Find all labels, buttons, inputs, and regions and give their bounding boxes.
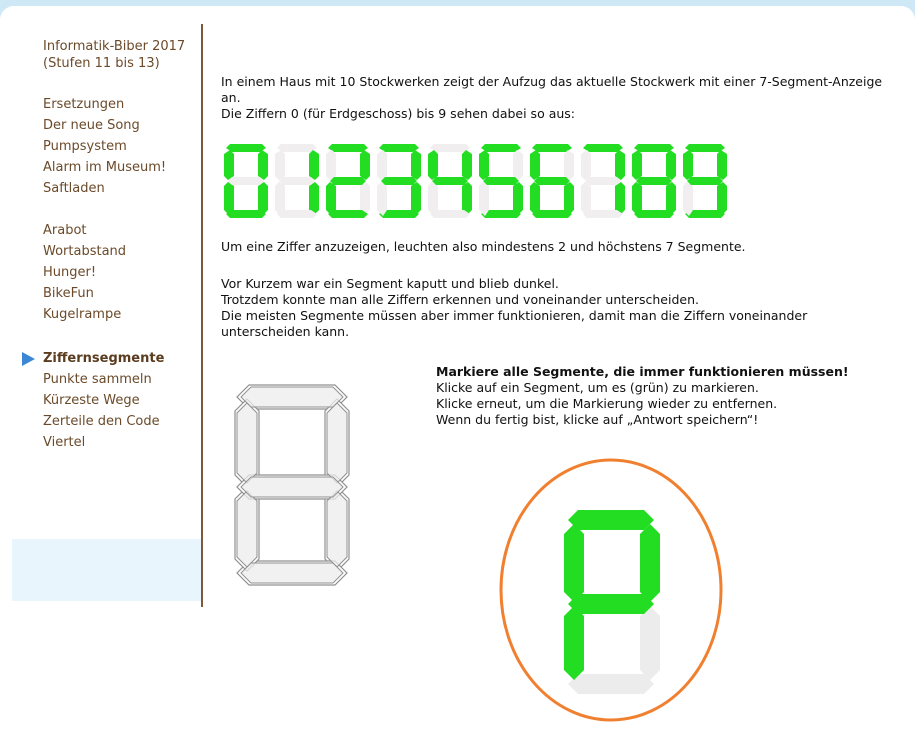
nav-item-punkte-sammeln[interactable]: Punkte sammeln bbox=[43, 372, 152, 387]
sidebar-footer-band bbox=[12, 539, 201, 601]
digit-4-segment-g bbox=[432, 177, 468, 185]
broken-line-3: Die meisten Segmente müssen aber immer funktionieren, damit man die Ziffern voneinander bbox=[221, 308, 808, 323]
nav-item-bikefun[interactable]: BikeFun bbox=[43, 286, 94, 301]
broken-line-1: Vor Kurzem war ein Segment kaputt und blieb dunkel. bbox=[221, 276, 559, 291]
nav-item-pumpsystem[interactable]: Pumpsystem bbox=[43, 139, 127, 154]
digit-3-segment-e bbox=[377, 182, 387, 216]
nav-item-kugelrampe[interactable]: Kugelrampe bbox=[43, 307, 122, 322]
current-task-arrow-icon bbox=[22, 352, 35, 366]
digit-6-segment-a bbox=[532, 144, 572, 152]
digit-2-segment-f bbox=[326, 150, 336, 180]
nav-group-3 bbox=[43, 348, 164, 453]
answer-area bbox=[498, 456, 726, 726]
contest-title-line2: (Stufen 11 bis 13) bbox=[43, 56, 160, 71]
digit-0-segment-b bbox=[258, 150, 268, 180]
instructions-line-3: Wenn du fertig bist, klicke auf „Antwort speichern“! bbox=[436, 412, 759, 427]
broken-line-3b: unterscheiden kann. bbox=[221, 324, 350, 339]
digit-5-segment-g bbox=[483, 177, 519, 185]
digit-9-segment-b bbox=[717, 150, 727, 180]
digit-3-segment-b bbox=[411, 150, 421, 180]
instructions bbox=[436, 364, 896, 428]
sidebar-spacer bbox=[0, 601, 201, 756]
digit-4-segment-e bbox=[428, 182, 438, 216]
answer-segment-g[interactable] bbox=[568, 594, 654, 614]
digit-1-segment-e bbox=[275, 182, 285, 216]
digit-9-segment-f bbox=[683, 150, 693, 180]
digit-1-segment-b bbox=[309, 150, 319, 180]
nav-group-1 bbox=[43, 94, 166, 199]
nav-item-der-neue-song[interactable]: Der neue Song bbox=[43, 118, 140, 133]
nav-group-2 bbox=[43, 220, 126, 325]
ref-fill-d bbox=[241, 563, 343, 583]
digit-3-segment-f bbox=[377, 150, 387, 180]
nav-item-ziffernsegmente-label: Ziffernsegmente bbox=[43, 351, 165, 366]
digit-6-segment-e bbox=[530, 182, 540, 216]
digit-1-segment-g bbox=[279, 177, 315, 185]
digit-8 bbox=[632, 144, 676, 218]
digit-5-segment-f bbox=[479, 150, 489, 180]
nav-item-ziffernsegmente[interactable] bbox=[43, 348, 164, 369]
ref-fill-b bbox=[327, 403, 347, 483]
intro-line-1b: an. bbox=[221, 90, 241, 105]
digit-3-segment-a bbox=[379, 144, 419, 152]
nav-item-wortabstand[interactable]: Wortabstand bbox=[43, 244, 127, 259]
digit-2-segment-e bbox=[326, 182, 336, 216]
nav-item-saftladen[interactable]: Saftladen bbox=[43, 181, 105, 196]
answer-segment-d[interactable] bbox=[568, 674, 654, 694]
segments-note: Um eine Ziffer anzuzeigen, leuchten also mindestens 2 und höchstens 7 Segmente. bbox=[221, 239, 746, 254]
contest-title bbox=[43, 38, 185, 72]
digit-5-segment-e bbox=[479, 182, 489, 216]
intro-line-1: In einem Haus mit 10 Stockwerken zeigt der Aufzug das aktuelle Stockwerk mit einer 7-Segment-Anzeige bbox=[221, 74, 883, 89]
nav-item-alarm-im-museum[interactable]: Alarm im Museum! bbox=[43, 160, 167, 175]
digit-2-segment-b bbox=[360, 150, 370, 180]
instructions-line-1: Klicke auf ein Segment, um es (grün) zu markieren. bbox=[436, 380, 759, 395]
digit-5 bbox=[479, 144, 523, 218]
intro-text bbox=[221, 74, 891, 122]
ref-fill-f bbox=[237, 403, 257, 483]
page bbox=[0, 6, 915, 756]
ref-fill-a bbox=[241, 387, 343, 407]
digit-8-segment-f bbox=[632, 150, 642, 180]
digit-9-segment-g bbox=[687, 177, 723, 185]
instructions-heading: Markiere alle Segmente, die immer funktionieren müssen! bbox=[436, 364, 849, 379]
answer-segment-e[interactable] bbox=[564, 606, 584, 680]
digit-6-segment-g bbox=[534, 177, 570, 185]
nav-item-zerteile-den-code[interactable]: Zerteile den Code bbox=[43, 414, 160, 429]
digit-7-segment-a bbox=[583, 144, 623, 152]
digit-0-segment-f bbox=[224, 150, 234, 180]
digit-5-segment-a bbox=[481, 144, 521, 152]
digit-9-segment-e bbox=[683, 182, 693, 216]
digit-7-segment-e bbox=[581, 182, 591, 216]
digit-7-segment-b bbox=[615, 150, 625, 180]
digit-5-segment-b bbox=[513, 150, 523, 180]
digit-8-segment-a bbox=[634, 144, 674, 152]
digit-6-segment-b bbox=[564, 150, 574, 180]
digit-2-segment-g bbox=[330, 177, 366, 185]
nav-item-arabot[interactable]: Arabot bbox=[43, 223, 87, 238]
digit-2-segment-a bbox=[328, 144, 368, 152]
digit-9 bbox=[683, 144, 727, 218]
broken-line-2: Trotzdem konnte man alle Ziffern erkennen und voneinander unterscheiden. bbox=[221, 292, 699, 307]
digit-1 bbox=[275, 144, 319, 218]
digit-4-segment-b bbox=[462, 150, 472, 180]
digit-0 bbox=[224, 144, 268, 218]
broken-segment-text bbox=[221, 276, 891, 340]
digit-4 bbox=[428, 144, 472, 218]
digit-2 bbox=[326, 144, 370, 218]
answer-segment-a[interactable] bbox=[568, 510, 654, 530]
digit-7-segment-f bbox=[581, 150, 591, 180]
digit-0-segment-e bbox=[224, 182, 234, 216]
digit-6 bbox=[530, 144, 574, 218]
ref-fill-g bbox=[241, 477, 343, 497]
intro-line-2: Die Ziffern 0 (für Erdgeschoss) bis 9 sehen dabei so aus: bbox=[221, 106, 575, 121]
digit-8-segment-e bbox=[632, 182, 642, 216]
digit-8-segment-g bbox=[636, 177, 672, 185]
digit-7-segment-g bbox=[585, 177, 621, 185]
ref-fill-e bbox=[237, 491, 257, 567]
digit-3 bbox=[377, 144, 421, 218]
answer-segment-c[interactable] bbox=[640, 606, 660, 680]
nav-item-kuerzeste-wege[interactable]: Kürzeste Wege bbox=[43, 393, 140, 408]
digit-1-segment-f bbox=[275, 150, 285, 180]
nav-item-viertel[interactable]: Viertel bbox=[43, 435, 86, 450]
digit-3-segment-g bbox=[381, 177, 417, 185]
digit-4-segment-a bbox=[430, 144, 470, 152]
ref-fill-c bbox=[327, 491, 347, 567]
digit-row bbox=[220, 142, 730, 224]
digit-4-segment-f bbox=[428, 150, 438, 180]
answer-segment-b[interactable] bbox=[640, 524, 660, 602]
answer-segment-f[interactable] bbox=[564, 524, 584, 602]
nav-item-hunger[interactable]: Hunger! bbox=[43, 265, 97, 280]
digit-9-segment-a bbox=[685, 144, 725, 152]
digit-7 bbox=[581, 144, 625, 218]
instructions-line-2: Klicke erneut, um die Markierung wieder zu entfernen. bbox=[436, 396, 778, 411]
sidebar-divider bbox=[201, 24, 203, 607]
digit-1-segment-a bbox=[277, 144, 317, 152]
digit-6-segment-f bbox=[530, 150, 540, 180]
nav-item-ersetzungen[interactable]: Ersetzungen bbox=[43, 97, 125, 112]
reference-digit-outline bbox=[233, 383, 351, 587]
digit-0-segment-g bbox=[228, 177, 264, 185]
digit-0-segment-a bbox=[226, 144, 266, 152]
contest-title-line1: Informatik-Biber 2017 bbox=[43, 39, 186, 54]
digit-8-segment-b bbox=[666, 150, 676, 180]
